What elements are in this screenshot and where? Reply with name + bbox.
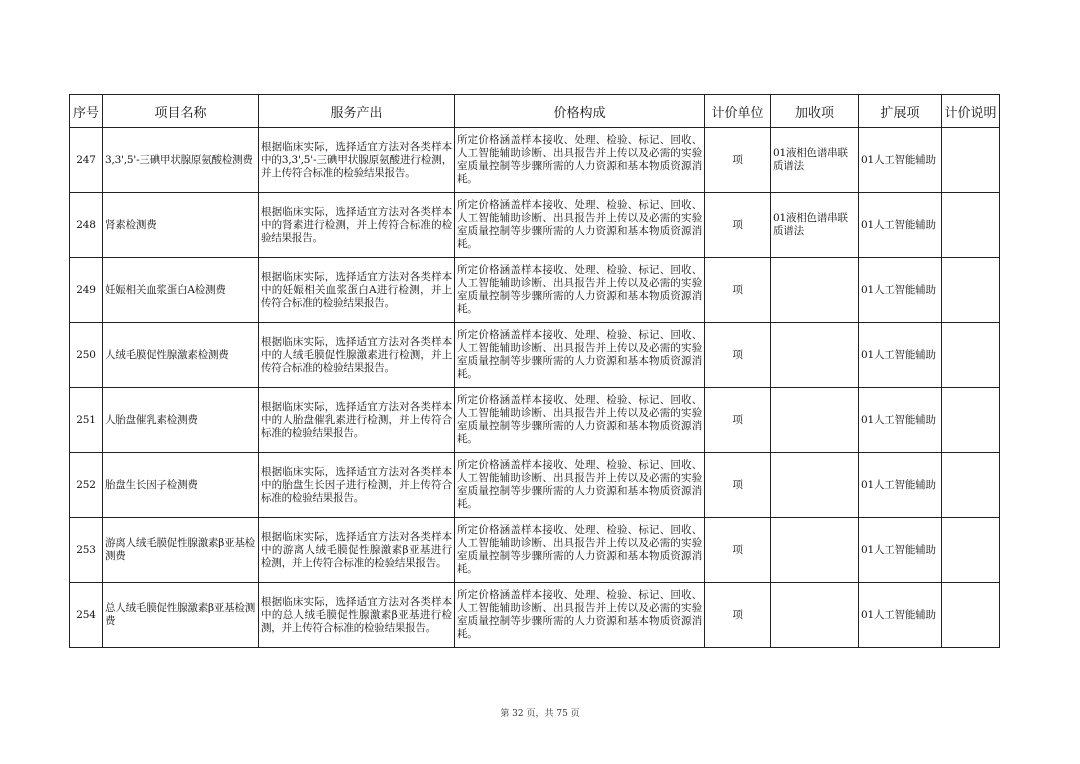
seq-no-cell: 253 — [70, 518, 103, 583]
table-row — [70, 128, 1000, 193]
seq-no-cell: 252 — [70, 453, 103, 518]
surcharge-cell: 01液相色谱串联质谱法 — [771, 128, 859, 193]
price-composition-cell: 所定价格涵盖样本接收、处理、检验、标记、回收、人工智能辅助诊断、出具报告并上传以及必需的实验室质量控制等步骤所需的人力资源和基本物质资源消耗。 — [455, 323, 705, 388]
extension-cell: 01人工智能辅助 — [859, 258, 942, 323]
header-extension: 扩展项 — [859, 95, 942, 128]
price-composition-cell: 所定价格涵盖样本接收、处理、检验、标记、回收、人工智能辅助诊断、出具报告并上传以及必需的实验室质量控制等步骤所需的人力资源和基本物质资源消耗。 — [455, 128, 705, 193]
extension-cell: 01人工智能辅助 — [859, 193, 942, 258]
header-price-composition: 价格构成 — [455, 95, 705, 128]
pricing-note-cell — [942, 453, 1000, 518]
seq-no-cell: 248 — [70, 193, 103, 258]
service-output-cell: 根据临床实际，选择适宜方法对各类样本中的妊娠相关血浆蛋白A进行检测，并上传符合标准的检验结果报告。 — [259, 258, 455, 323]
service-output-cell: 根据临床实际，选择适宜方法对各类样本中的人绒毛膜促性腺激素进行检测，并上传符合标准的检验结果报告。 — [259, 323, 455, 388]
pricing-note-cell — [942, 583, 1000, 648]
price-composition-cell: 所定价格涵盖样本接收、处理、检验、标记、回收、人工智能辅助诊断、出具报告并上传以及必需的实验室质量控制等步骤所需的人力资源和基本物质资源消耗。 — [455, 583, 705, 648]
service-output-cell: 根据临床实际，选择适宜方法对各类样本中的总人绒毛膜促性腺激素β亚基进行检测，并上传符合标准的检验结果报告。 — [259, 583, 455, 648]
item-name-cell: 胎盘生长因子检测费 — [103, 453, 259, 518]
table-row — [70, 583, 1000, 648]
pricing-unit-cell: 项 — [705, 323, 771, 388]
pricing-note-cell — [942, 258, 1000, 323]
header-pricing-unit: 计价单位 — [705, 95, 771, 128]
fee-table — [69, 94, 1000, 648]
table-row — [70, 388, 1000, 453]
pricing-unit-cell: 项 — [705, 128, 771, 193]
service-output-cell: 根据临床实际，选择适宜方法对各类样本中的游离人绒毛膜促性腺激素β亚基进行检测，并上传符合标准的检验结果报告。 — [259, 518, 455, 583]
header-service-output: 服务产出 — [259, 95, 455, 128]
pricing-note-cell — [942, 388, 1000, 453]
pricing-note-cell — [942, 518, 1000, 583]
extension-cell: 01人工智能辅助 — [859, 583, 942, 648]
table-header-row — [70, 95, 1000, 128]
surcharge-cell — [771, 583, 859, 648]
surcharge-cell — [771, 518, 859, 583]
extension-cell: 01人工智能辅助 — [859, 388, 942, 453]
page-number-footer: 第 32 页，共 75 页 — [500, 709, 580, 719]
pricing-unit-cell: 项 — [705, 518, 771, 583]
table-row — [70, 453, 1000, 518]
surcharge-cell: 01液相色谱串联质谱法 — [771, 193, 859, 258]
price-composition-cell: 所定价格涵盖样本接收、处理、检验、标记、回收、人工智能辅助诊断、出具报告并上传以及必需的实验室质量控制等步骤所需的人力资源和基本物质资源消耗。 — [455, 388, 705, 453]
service-output-cell: 根据临床实际，选择适宜方法对各类样本中的胎盘生长因子进行检测，并上传符合标准的检验结果报告。 — [259, 453, 455, 518]
surcharge-cell — [771, 323, 859, 388]
pricing-unit-cell: 项 — [705, 388, 771, 453]
header-seq-no: 序号 — [70, 95, 103, 128]
item-name-cell: 游离人绒毛膜促性腺激素β亚基检测费 — [103, 518, 259, 583]
pricing-unit-cell: 项 — [705, 258, 771, 323]
price-composition-cell: 所定价格涵盖样本接收、处理、检验、标记、回收、人工智能辅助诊断、出具报告并上传以及必需的实验室质量控制等步骤所需的人力资源和基本物质资源消耗。 — [455, 453, 705, 518]
item-name-cell: 肾素检测费 — [103, 193, 259, 258]
seq-no-cell: 247 — [70, 128, 103, 193]
price-composition-cell: 所定价格涵盖样本接收、处理、检验、标记、回收、人工智能辅助诊断、出具报告并上传以及必需的实验室质量控制等步骤所需的人力资源和基本物质资源消耗。 — [455, 193, 705, 258]
header-pricing-note: 计价说明 — [942, 95, 1000, 128]
seq-no-cell: 250 — [70, 323, 103, 388]
extension-cell: 01人工智能辅助 — [859, 128, 942, 193]
service-output-cell: 根据临床实际，选择适宜方法对各类样本中的肾素进行检测，并上传符合标准的检验结果报告。 — [259, 193, 455, 258]
service-output-cell: 根据临床实际，选择适宜方法对各类样本中的人胎盘催乳素进行检测，并上传符合标准的检验结果报告。 — [259, 388, 455, 453]
seq-no-cell: 249 — [70, 258, 103, 323]
pricing-note-cell — [942, 193, 1000, 258]
seq-no-cell: 254 — [70, 583, 103, 648]
pricing-note-cell — [942, 323, 1000, 388]
pricing-note-cell — [942, 128, 1000, 193]
header-surcharge: 加收项 — [771, 95, 859, 128]
item-name-cell: 总人绒毛膜促性腺激素β亚基检测费 — [103, 583, 259, 648]
pricing-unit-cell: 项 — [705, 193, 771, 258]
table-row — [70, 518, 1000, 583]
extension-cell: 01人工智能辅助 — [859, 518, 942, 583]
surcharge-cell — [771, 388, 859, 453]
item-name-cell: 人绒毛膜促性腺激素检测费 — [103, 323, 259, 388]
pricing-unit-cell: 项 — [705, 583, 771, 648]
table-row — [70, 193, 1000, 258]
extension-cell: 01人工智能辅助 — [859, 453, 942, 518]
table-row — [70, 258, 1000, 323]
item-name-cell: 3,3',5'-三碘甲状腺原氨酸检测费 — [103, 128, 259, 193]
item-name-cell: 人胎盘催乳素检测费 — [103, 388, 259, 453]
seq-no-cell: 251 — [70, 388, 103, 453]
surcharge-cell — [771, 258, 859, 323]
table-row — [70, 323, 1000, 388]
price-composition-cell: 所定价格涵盖样本接收、处理、检验、标记、回收、人工智能辅助诊断、出具报告并上传以及必需的实验室质量控制等步骤所需的人力资源和基本物质资源消耗。 — [455, 518, 705, 583]
item-name-cell: 妊娠相关血浆蛋白A检测费 — [103, 258, 259, 323]
price-composition-cell: 所定价格涵盖样本接收、处理、检验、标记、回收、人工智能辅助诊断、出具报告并上传以及必需的实验室质量控制等步骤所需的人力资源和基本物质资源消耗。 — [455, 258, 705, 323]
header-item-name: 项目名称 — [103, 95, 259, 128]
service-output-cell: 根据临床实际，选择适宜方法对各类样本中的3,3',5'-三碘甲状腺原氨酸进行检测，并上传符合标准的检验结果报告。 — [259, 128, 455, 193]
extension-cell: 01人工智能辅助 — [859, 323, 942, 388]
surcharge-cell — [771, 453, 859, 518]
pricing-unit-cell: 项 — [705, 453, 771, 518]
